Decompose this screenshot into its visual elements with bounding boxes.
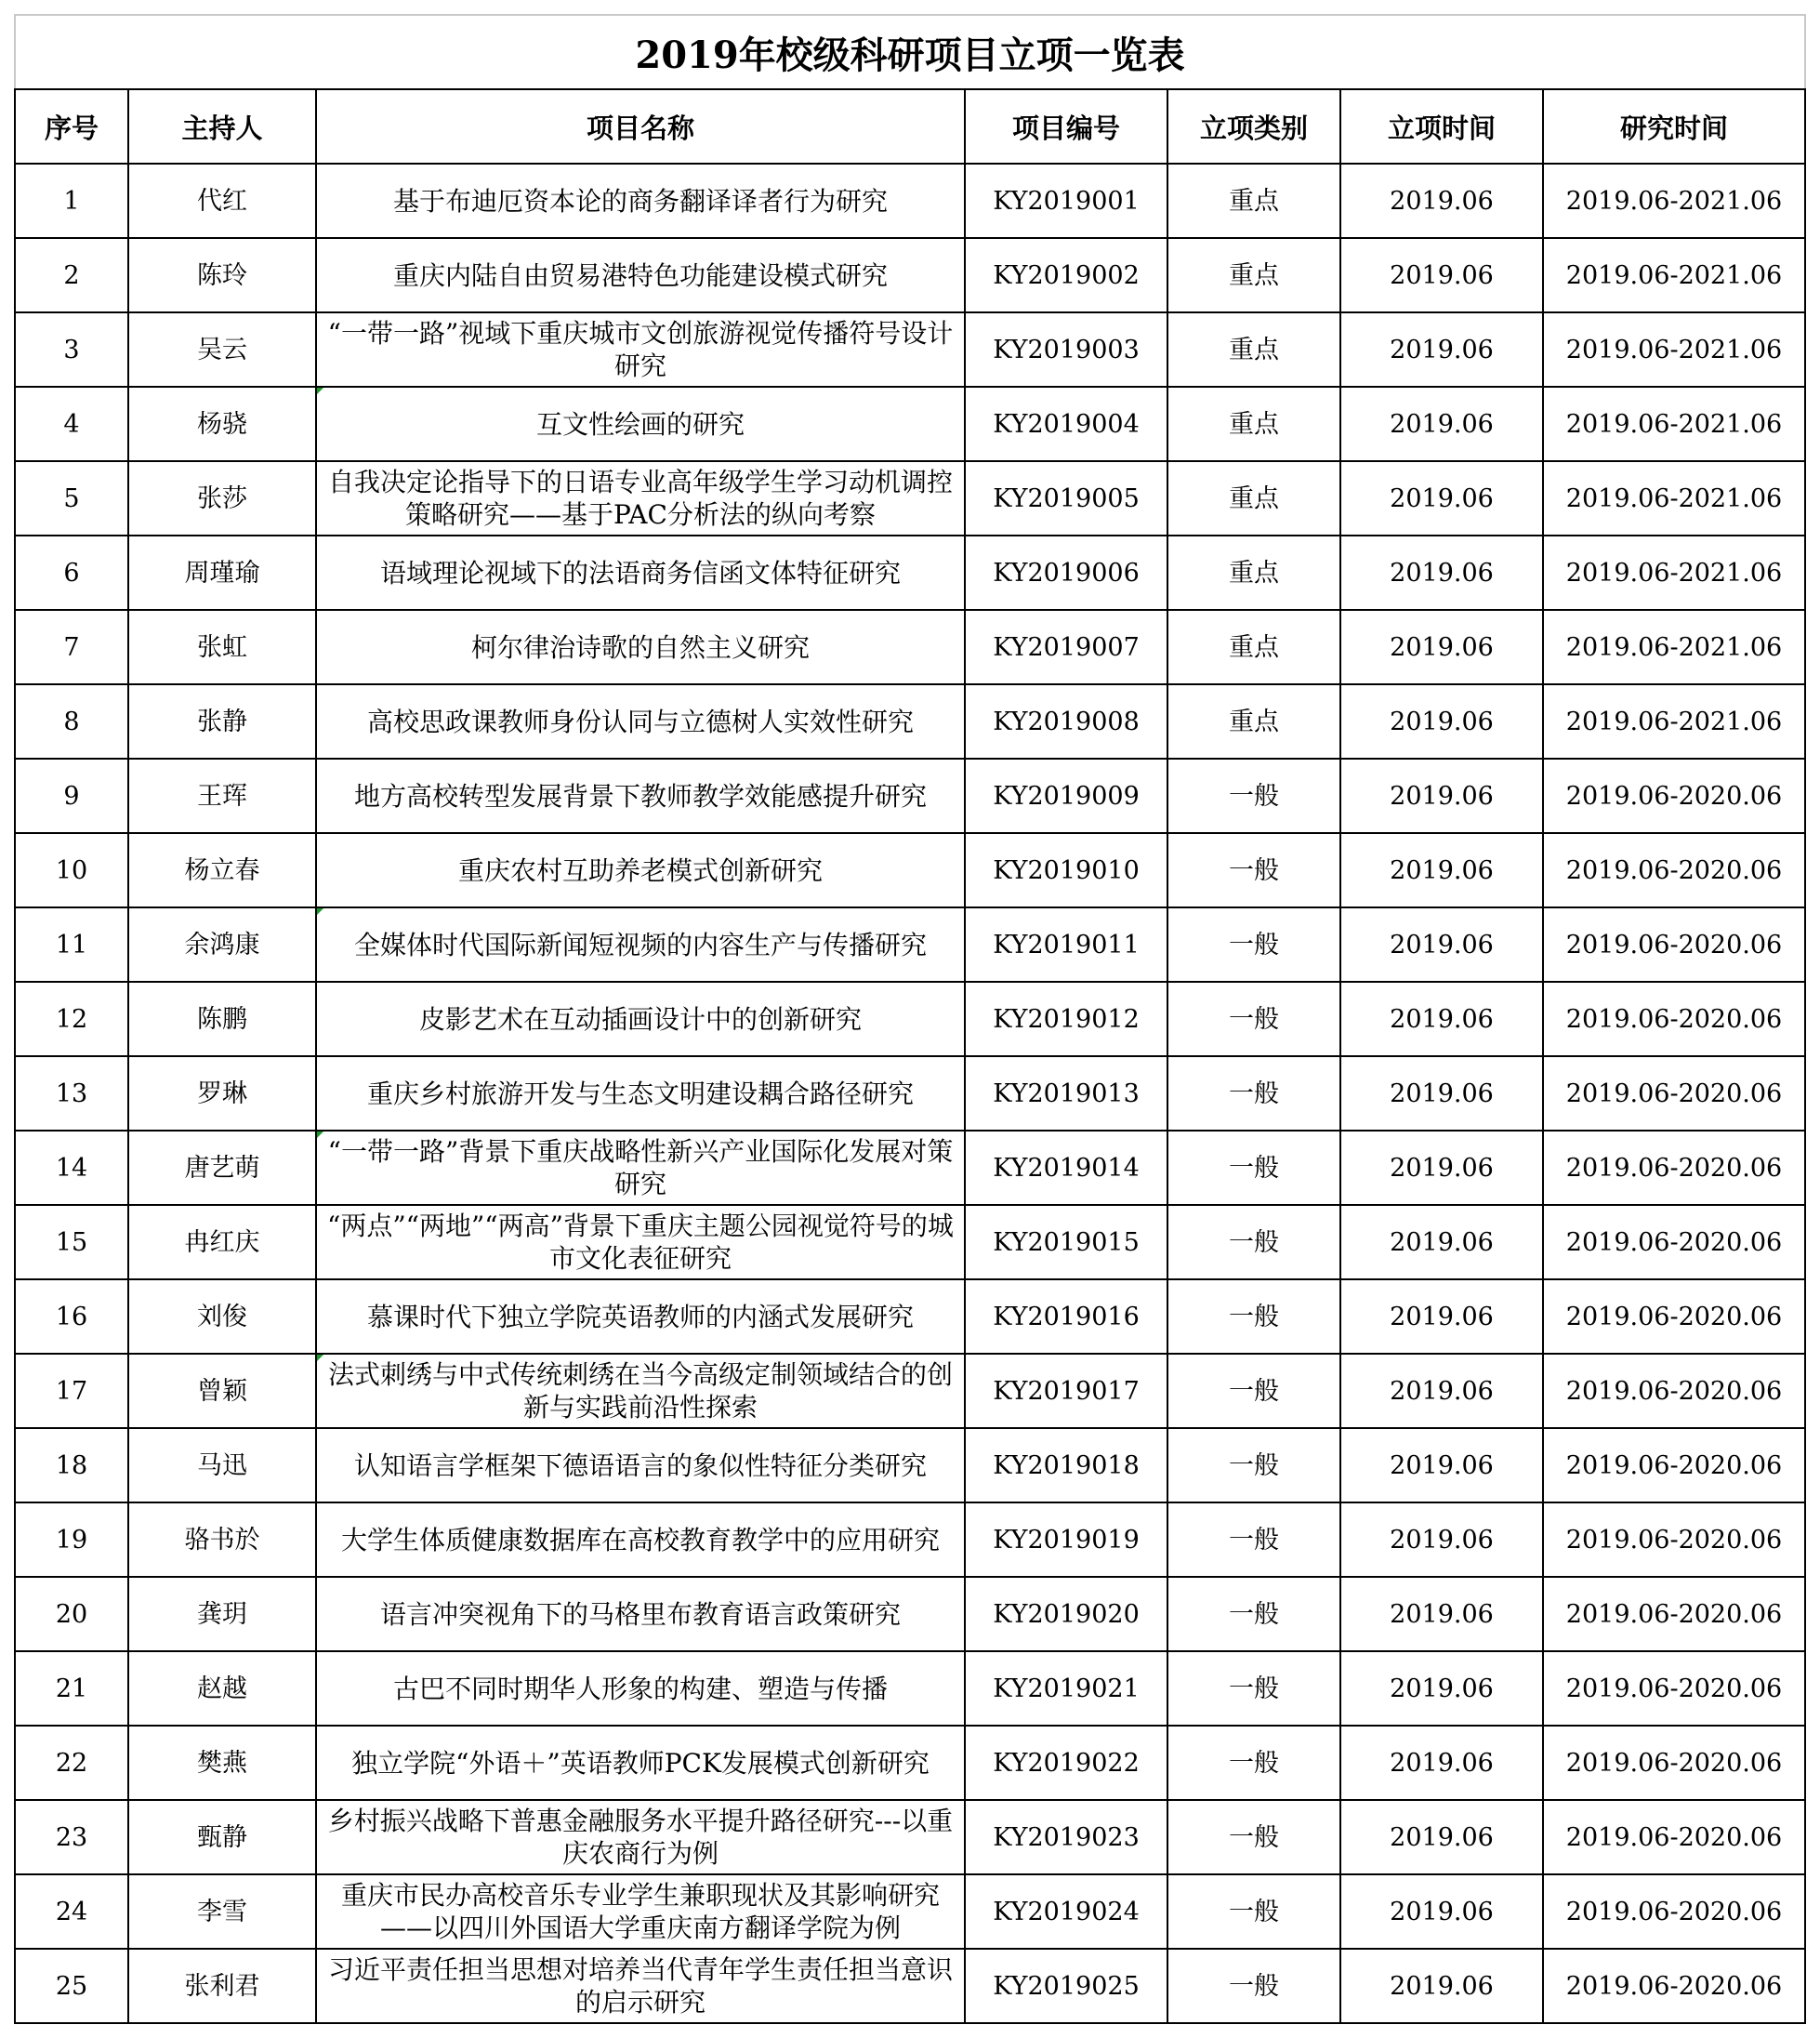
- approval-date-cell: 2019.06: [1340, 312, 1543, 387]
- project-code-cell: KY2019007: [965, 610, 1167, 684]
- project-name-text: 柯尔律治诗歌的自然主义研究: [470, 631, 810, 663]
- project-code-cell: KY2019014: [965, 1131, 1167, 1205]
- host-cell: 代红: [128, 164, 316, 238]
- project-name-cell: [316, 1651, 965, 1726]
- serial-cell: 5: [15, 461, 128, 536]
- category-cell: 重点: [1167, 461, 1340, 536]
- serial-cell: 4: [15, 387, 128, 461]
- project-name-text: “两点”“两地”“两高”背景下重庆主题公园视觉符号的城市文化表征研究: [327, 1211, 954, 1274]
- project-name-text: 乡村振兴战略下普惠金融服务水平提升路径研究---以重庆农商行为例: [327, 1806, 954, 1869]
- serial-cell: 15: [15, 1205, 128, 1279]
- table-row: [15, 684, 1805, 759]
- category-cell: 重点: [1167, 684, 1340, 759]
- table-row: [15, 1354, 1805, 1428]
- approval-date-cell: 2019.06: [1340, 387, 1543, 461]
- project-name-cell: [316, 907, 965, 982]
- research-period-cell: 2019.06-2020.06: [1543, 759, 1805, 833]
- project-code-cell: KY2019015: [965, 1205, 1167, 1279]
- table-row: [15, 982, 1805, 1056]
- project-code-cell: KY2019017: [965, 1354, 1167, 1428]
- approval-date-cell: 2019.06: [1340, 1279, 1543, 1354]
- serial-cell: 1: [15, 164, 128, 238]
- host-cell: 曾颖: [128, 1354, 316, 1428]
- project-name-cell: [316, 1354, 965, 1428]
- project-code-cell: KY2019020: [965, 1577, 1167, 1651]
- project-name-text: “一带一路”视域下重庆城市文创旅游视觉传播符号设计研究: [327, 318, 954, 381]
- serial-cell: 8: [15, 684, 128, 759]
- category-cell: 重点: [1167, 312, 1340, 387]
- research-period-cell: 2019.06-2021.06: [1543, 164, 1805, 238]
- project-name-cell: [316, 536, 965, 610]
- host-cell: 唐艺萌: [128, 1131, 316, 1205]
- host-cell: 甄静: [128, 1800, 316, 1874]
- category-cell: 一般: [1167, 759, 1340, 833]
- project-code-cell: KY2019024: [965, 1874, 1167, 1949]
- research-period-cell: 2019.06-2021.06: [1543, 238, 1805, 312]
- host-cell: 陈玲: [128, 238, 316, 312]
- project-name-text: 古巴不同时期华人形象的构建、塑造与传播: [392, 1673, 888, 1704]
- host-cell: 马迅: [128, 1428, 316, 1502]
- host-cell: 张利君: [128, 1949, 316, 2023]
- category-cell: 一般: [1167, 1279, 1340, 1354]
- approval-date-cell: 2019.06: [1340, 907, 1543, 982]
- table-body: [15, 164, 1805, 2023]
- project-name-text: 地方高校转型发展背景下教师教学效能感提升研究: [353, 780, 927, 812]
- host-cell: 张莎: [128, 461, 316, 536]
- project-name-cell: [316, 164, 965, 238]
- serial-cell: 23: [15, 1800, 128, 1874]
- project-code-cell: KY2019004: [965, 387, 1167, 461]
- research-period-cell: 2019.06-2021.06: [1543, 461, 1805, 536]
- research-period-cell: 2019.06-2020.06: [1543, 1874, 1805, 1949]
- category-cell: 一般: [1167, 1428, 1340, 1502]
- table-row: [15, 238, 1805, 312]
- project-code-cell: KY2019021: [965, 1651, 1167, 1726]
- project-code-cell: KY2019013: [965, 1056, 1167, 1131]
- project-code-cell: KY2019006: [965, 536, 1167, 610]
- serial-cell: 13: [15, 1056, 128, 1131]
- serial-cell: 22: [15, 1726, 128, 1800]
- project-list-sheet: [14, 14, 1804, 2024]
- project-name-cell: [316, 387, 965, 461]
- project-name-text: 重庆内陆自由贸易港特色功能建设模式研究: [392, 259, 888, 291]
- category-cell: 重点: [1167, 164, 1340, 238]
- host-cell: 李雪: [128, 1874, 316, 1949]
- header-row: [15, 89, 1805, 164]
- table-row: [15, 833, 1805, 907]
- header-project-name: 项目名称: [316, 89, 965, 164]
- project-name-text: 基于布迪厄资本论的商务翻译译者行为研究: [392, 185, 888, 217]
- category-cell: 一般: [1167, 1577, 1340, 1651]
- research-period-cell: 2019.06-2020.06: [1543, 1354, 1805, 1428]
- approval-date-cell: 2019.06: [1340, 1502, 1543, 1577]
- header-project-code: 项目编号: [965, 89, 1167, 164]
- table-row: [15, 1131, 1805, 1205]
- table-row: [15, 164, 1805, 238]
- header-category: 立项类别: [1167, 89, 1340, 164]
- research-period-cell: 2019.06-2020.06: [1543, 1131, 1805, 1205]
- category-cell: 一般: [1167, 1502, 1340, 1577]
- project-name-text: 皮影艺术在互动插画设计中的创新研究: [418, 1003, 862, 1035]
- approval-date-cell: 2019.06: [1340, 536, 1543, 610]
- project-name-cell: [316, 1205, 965, 1279]
- project-name-text: 自我决定论指导下的日语专业高年级学生学习动机调控策略研究——基于PAC分析法的纵向考察: [327, 467, 953, 530]
- table-row: [15, 1502, 1805, 1577]
- serial-cell: 24: [15, 1874, 128, 1949]
- approval-date-cell: 2019.06: [1340, 610, 1543, 684]
- project-name-cell: [316, 461, 965, 536]
- table-row: [15, 1205, 1805, 1279]
- project-name-cell: [316, 610, 965, 684]
- project-name-text: 语域理论视域下的法语商务信函文体特征研究: [379, 557, 901, 589]
- approval-date-cell: 2019.06: [1340, 759, 1543, 833]
- project-name-text: 语言冲突视角下的马格里布教育语言政策研究: [379, 1598, 901, 1630]
- category-cell: 一般: [1167, 982, 1340, 1056]
- table-row: [15, 1800, 1805, 1874]
- project-code-cell: KY2019005: [965, 461, 1167, 536]
- host-cell: 罗琳: [128, 1056, 316, 1131]
- project-name-text: 认知语言学框架下德语语言的象似性特征分类研究: [353, 1449, 927, 1481]
- table-row: [15, 536, 1805, 610]
- host-cell: 龚玥: [128, 1577, 316, 1651]
- host-cell: 赵越: [128, 1651, 316, 1726]
- approval-date-cell: 2019.06: [1340, 833, 1543, 907]
- project-name-cell: [316, 1800, 965, 1874]
- research-period-cell: 2019.06-2020.06: [1543, 1502, 1805, 1577]
- table-row: [15, 461, 1805, 536]
- project-name-text: 全媒体时代国际新闻短视频的内容生产与传播研究: [353, 929, 927, 960]
- research-period-cell: 2019.06-2021.06: [1543, 387, 1805, 461]
- approval-date-cell: 2019.06: [1340, 1056, 1543, 1131]
- project-name-cell: [316, 833, 965, 907]
- title-row: [15, 15, 1805, 89]
- category-cell: 一般: [1167, 907, 1340, 982]
- research-period-cell: 2019.06-2020.06: [1543, 1205, 1805, 1279]
- page-title: 2019年校级科研项目立项一览表: [15, 15, 1805, 89]
- research-period-cell: 2019.06-2021.06: [1543, 610, 1805, 684]
- category-cell: 一般: [1167, 1354, 1340, 1428]
- approval-date-cell: 2019.06: [1340, 1354, 1543, 1428]
- project-name-cell: [316, 1726, 965, 1800]
- approval-date-cell: 2019.06: [1340, 982, 1543, 1056]
- project-name-cell: [316, 1874, 965, 1949]
- research-period-cell: 2019.06-2021.06: [1543, 312, 1805, 387]
- host-cell: 张虹: [128, 610, 316, 684]
- approval-date-cell: 2019.06: [1340, 1949, 1543, 2023]
- research-period-cell: 2019.06-2020.06: [1543, 1577, 1805, 1651]
- serial-cell: 14: [15, 1131, 128, 1205]
- approval-date-cell: 2019.06: [1340, 1726, 1543, 1800]
- host-cell: 余鸿康: [128, 907, 316, 982]
- host-cell: 杨立春: [128, 833, 316, 907]
- category-cell: 重点: [1167, 238, 1340, 312]
- project-name-cell: [316, 1131, 965, 1205]
- project-name-text: “一带一路”背景下重庆战略性新兴产业国际化发展对策研究: [327, 1136, 954, 1199]
- research-period-cell: 2019.06-2020.06: [1543, 1800, 1805, 1874]
- category-cell: 一般: [1167, 1726, 1340, 1800]
- table-row: [15, 1056, 1805, 1131]
- project-name-cell: [316, 1279, 965, 1354]
- project-code-cell: KY2019022: [965, 1726, 1167, 1800]
- project-code-cell: KY2019003: [965, 312, 1167, 387]
- project-code-cell: KY2019008: [965, 684, 1167, 759]
- table-row: [15, 1874, 1805, 1949]
- research-period-cell: 2019.06-2021.06: [1543, 684, 1805, 759]
- approval-date-cell: 2019.06: [1340, 1131, 1543, 1205]
- research-period-cell: 2019.06-2020.06: [1543, 1726, 1805, 1800]
- category-cell: 一般: [1167, 1651, 1340, 1726]
- serial-cell: 3: [15, 312, 128, 387]
- project-code-cell: KY2019012: [965, 982, 1167, 1056]
- table-row: [15, 1279, 1805, 1354]
- host-cell: 王珲: [128, 759, 316, 833]
- project-code-cell: KY2019019: [965, 1502, 1167, 1577]
- host-cell: 陈鹏: [128, 982, 316, 1056]
- serial-cell: 10: [15, 833, 128, 907]
- serial-cell: 20: [15, 1577, 128, 1651]
- research-period-cell: 2019.06-2021.06: [1543, 536, 1805, 610]
- research-period-cell: 2019.06-2020.06: [1543, 1651, 1805, 1726]
- project-code-cell: KY2019023: [965, 1800, 1167, 1874]
- project-name-text: 慕课时代下独立学院英语教师的内涵式发展研究: [366, 1301, 914, 1332]
- approval-date-cell: 2019.06: [1340, 1800, 1543, 1874]
- approval-date-cell: 2019.06: [1340, 164, 1543, 238]
- table-row: [15, 759, 1805, 833]
- project-name-text: 习近平责任担当思想对培养当代青年学生责任担当意识的启示研究: [327, 1954, 953, 2018]
- host-cell: 冉红庆: [128, 1205, 316, 1279]
- category-cell: 一般: [1167, 1056, 1340, 1131]
- serial-cell: 19: [15, 1502, 128, 1577]
- project-name-text: 大学生体质健康数据库在高校教育教学中的应用研究: [340, 1524, 940, 1555]
- host-cell: 周瑾瑜: [128, 536, 316, 610]
- project-code-cell: KY2019009: [965, 759, 1167, 833]
- project-name-text: 独立学院“外语＋”英语教师PCK发展模式创新研究: [351, 1747, 930, 1779]
- approval-date-cell: 2019.06: [1340, 1205, 1543, 1279]
- project-name-text: 重庆乡村旅游开发与生态文明建设耦合路径研究: [366, 1078, 914, 1109]
- project-name-cell: [316, 1428, 965, 1502]
- serial-cell: 12: [15, 982, 128, 1056]
- approval-date-cell: 2019.06: [1340, 1577, 1543, 1651]
- category-cell: 一般: [1167, 1949, 1340, 2023]
- approval-date-cell: 2019.06: [1340, 461, 1543, 536]
- approval-date-cell: 2019.06: [1340, 238, 1543, 312]
- project-name-cell: [316, 759, 965, 833]
- approval-date-cell: 2019.06: [1340, 1428, 1543, 1502]
- header-serial: 序号: [15, 89, 128, 164]
- category-cell: 重点: [1167, 610, 1340, 684]
- category-cell: 一般: [1167, 1205, 1340, 1279]
- project-name-text: 高校思政课教师身份认同与立德树人实效性研究: [366, 706, 914, 737]
- project-name-cell: [316, 1577, 965, 1651]
- research-period-cell: 2019.06-2020.06: [1543, 1949, 1805, 2023]
- serial-cell: 2: [15, 238, 128, 312]
- category-cell: 一般: [1167, 1874, 1340, 1949]
- project-code-cell: KY2019016: [965, 1279, 1167, 1354]
- host-cell: 杨骁: [128, 387, 316, 461]
- serial-cell: 17: [15, 1354, 128, 1428]
- table-row: [15, 1428, 1805, 1502]
- table-row: [15, 387, 1805, 461]
- serial-cell: 6: [15, 536, 128, 610]
- project-code-cell: KY2019018: [965, 1428, 1167, 1502]
- project-name-cell: [316, 982, 965, 1056]
- serial-cell: 11: [15, 907, 128, 982]
- host-cell: 樊燕: [128, 1726, 316, 1800]
- research-period-cell: 2019.06-2020.06: [1543, 833, 1805, 907]
- project-table: [14, 14, 1806, 2024]
- project-name-text: 互文性绘画的研究: [535, 408, 745, 440]
- host-cell: 张静: [128, 684, 316, 759]
- table-row: [15, 1726, 1805, 1800]
- project-code-cell: KY2019001: [965, 164, 1167, 238]
- header-research-period: 研究时间: [1543, 89, 1805, 164]
- approval-date-cell: 2019.06: [1340, 684, 1543, 759]
- project-name-text: 法式刺绣与中式传统刺绣在当今高级定制领域结合的创新与实践前沿性探索: [327, 1359, 953, 1423]
- project-code-cell: KY2019002: [965, 238, 1167, 312]
- serial-cell: 9: [15, 759, 128, 833]
- table-row: [15, 1949, 1805, 2023]
- host-cell: 吴云: [128, 312, 316, 387]
- table-row: [15, 1577, 1805, 1651]
- project-code-cell: KY2019011: [965, 907, 1167, 982]
- project-name-cell: [316, 238, 965, 312]
- table-row: [15, 610, 1805, 684]
- table-row: [15, 1651, 1805, 1726]
- project-code-cell: KY2019010: [965, 833, 1167, 907]
- header-host: 主持人: [128, 89, 316, 164]
- project-name-cell: [316, 1949, 965, 2023]
- category-cell: 一般: [1167, 1131, 1340, 1205]
- research-period-cell: 2019.06-2020.06: [1543, 907, 1805, 982]
- project-code-cell: KY2019025: [965, 1949, 1167, 2023]
- host-cell: 骆书於: [128, 1502, 316, 1577]
- project-name-text: 重庆市民办高校音乐专业学生兼职现状及其影响研究——以四川外国语大学重庆南方翻译学院为例: [340, 1880, 940, 1943]
- serial-cell: 18: [15, 1428, 128, 1502]
- category-cell: 重点: [1167, 387, 1340, 461]
- serial-cell: 16: [15, 1279, 128, 1354]
- project-name-cell: [316, 1056, 965, 1131]
- project-name-cell: [316, 312, 965, 387]
- serial-cell: 25: [15, 1949, 128, 2023]
- header-approval-date: 立项时间: [1340, 89, 1543, 164]
- research-period-cell: 2019.06-2020.06: [1543, 1056, 1805, 1131]
- host-cell: 刘俊: [128, 1279, 316, 1354]
- research-period-cell: 2019.06-2020.06: [1543, 1428, 1805, 1502]
- serial-cell: 7: [15, 610, 128, 684]
- approval-date-cell: 2019.06: [1340, 1651, 1543, 1726]
- project-name-text: 重庆农村互助养老模式创新研究: [457, 854, 823, 886]
- category-cell: 一般: [1167, 833, 1340, 907]
- project-name-cell: [316, 1502, 965, 1577]
- table-row: [15, 907, 1805, 982]
- category-cell: 一般: [1167, 1800, 1340, 1874]
- research-period-cell: 2019.06-2020.06: [1543, 1279, 1805, 1354]
- research-period-cell: 2019.06-2020.06: [1543, 982, 1805, 1056]
- project-name-cell: [316, 684, 965, 759]
- table-row: [15, 312, 1805, 387]
- category-cell: 重点: [1167, 536, 1340, 610]
- approval-date-cell: 2019.06: [1340, 1874, 1543, 1949]
- serial-cell: 21: [15, 1651, 128, 1726]
